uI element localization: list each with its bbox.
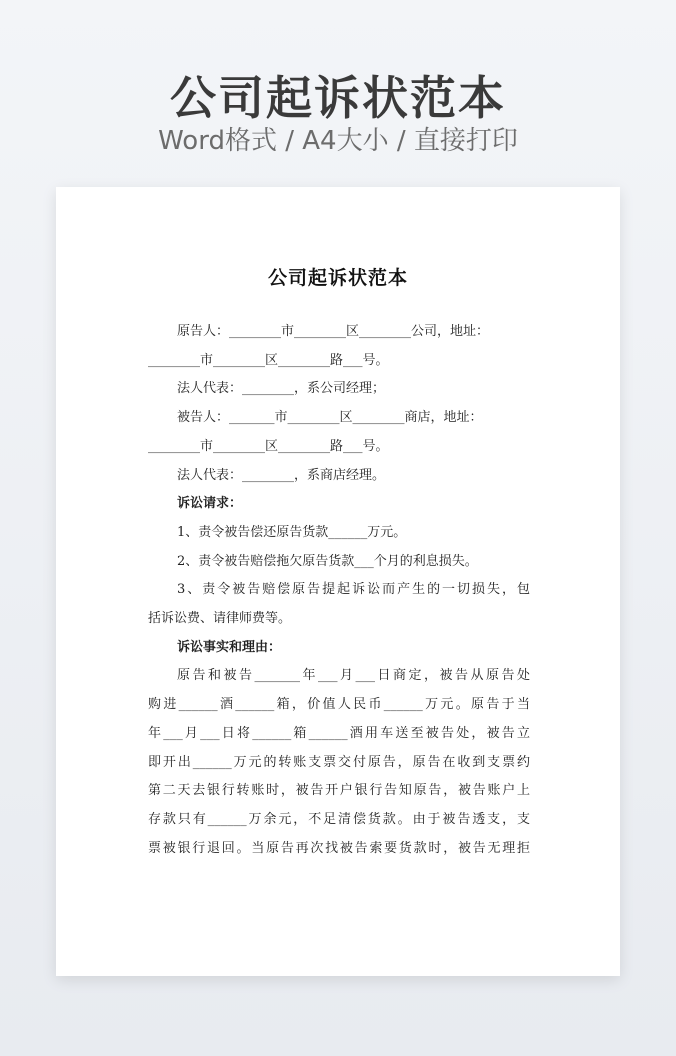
plaintiff-representative-line: 法人代表：________，系公司经理； <box>177 381 386 397</box>
claim-item-2: 2、责令被告赔偿拖欠原告货款___个月的利息损失。 <box>177 553 478 569</box>
facts-line: 第二天去银行转账时，被告开户银行告知原告，被告账户上 <box>148 783 530 799</box>
defendant-line: 被告人：_______市________区________商店，地址： <box>177 410 483 426</box>
page-title: 公司起诉状范本 <box>170 71 506 125</box>
defendant-address-line: ________市________区________路___号。 <box>148 438 389 454</box>
facts-line: 票被银行退回。当原告再次找被告索要货款时，被告无理拒 <box>148 840 530 856</box>
document-page <box>56 187 620 976</box>
facts-line: 即开出______万元的转账支票交付原告，原告在收到支票约 <box>148 754 530 770</box>
plaintiff-address-line: ________市________区________路___号。 <box>148 352 389 368</box>
claim-item-3-continued: 括诉讼费、请律师费等。 <box>148 611 292 627</box>
claims-heading: 诉讼请求： <box>177 496 243 512</box>
facts-line: 原告和被告_______年___月___日商定，被告从原告处 <box>177 668 530 684</box>
defendant-representative-line: 法人代表：________，系商店经理。 <box>177 467 386 483</box>
plaintiff-line: 原告人：________市________区________公司，地址： <box>177 324 490 339</box>
document-title: 公司起诉状范本 <box>267 267 408 289</box>
facts-line: 存款只有______万余元，不足清偿货款。由于被告透支，支 <box>148 811 530 827</box>
facts-line: 购进______酒______箱，价值人民币______万元。原告于当 <box>148 697 530 713</box>
facts-line: 年___月___日将______箱______酒用车送至被告处，被告立 <box>148 725 530 741</box>
claim-item-3: 3、责令被告赔偿原告提起诉讼而产生的一切损失，包 <box>177 582 530 598</box>
facts-heading: 诉讼事实和理由： <box>177 639 282 655</box>
claim-item-1: 1、责令被告偿还原告货款______万元。 <box>177 524 407 540</box>
page-subtitle: Word格式 / A4大小 / 直接打印 <box>158 126 518 156</box>
document-body <box>148 318 530 863</box>
